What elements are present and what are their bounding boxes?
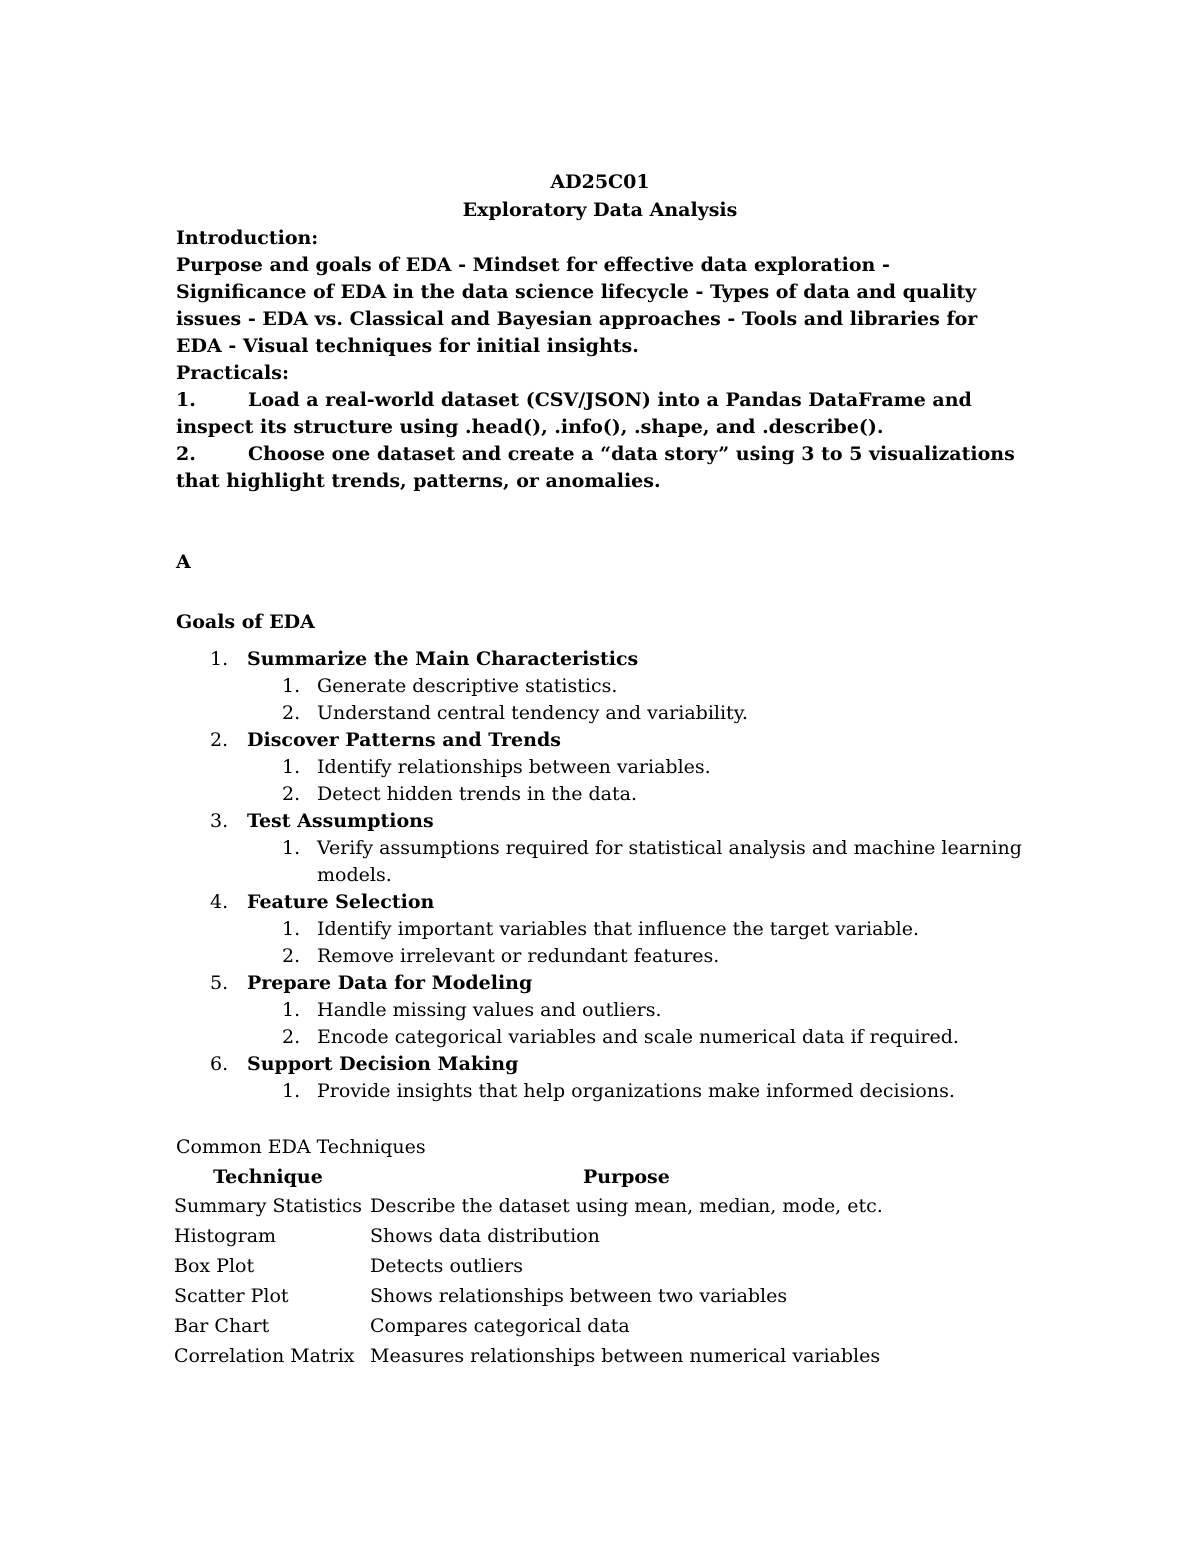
subitem-text: Detect hidden trends in the data.	[317, 783, 637, 805]
goal-number: 4.	[210, 891, 229, 913]
section-marker: A	[176, 551, 191, 573]
goal-subitem	[176, 997, 1036, 1024]
table-row	[170, 1341, 887, 1371]
course-title: Exploratory Data Analysis	[462, 199, 738, 221]
goal-item	[176, 646, 1036, 673]
subitem-number: 2.	[282, 1026, 301, 1048]
subitem-text: Verify assumptions required for statistical analysis and machine learning models.	[317, 837, 1022, 886]
goals-list	[176, 646, 1036, 1105]
techniques-table	[170, 1163, 887, 1371]
practicals-heading: Practicals:	[176, 362, 289, 384]
subitem-number: 1.	[282, 756, 301, 778]
technique-cell: Histogram	[174, 1225, 277, 1247]
practical-text: Choose one dataset and create a “data story” using 3 to 5 visualizations that highlight trends, patterns, or anomalies.	[176, 443, 1015, 492]
technique-cell: Summary Statistics	[174, 1195, 363, 1217]
introduction-topics: Purpose and goals of EDA - Mindset for effective data exploration - Significance of EDA in the data science lifecycle - Types of data and quality issues - EDA vs. Classical and Bayesian approaches - Tools and libraries for EDA - Visual techniques for initial insights.	[176, 254, 978, 357]
goal-subitem	[176, 673, 1036, 700]
subitem-number: 1.	[282, 999, 301, 1021]
subitem-text: Generate descriptive statistics.	[317, 675, 618, 697]
purpose-cell: Shows data distribution	[370, 1225, 600, 1247]
goal-subitem	[176, 943, 1036, 970]
course-code: AD25C01	[550, 171, 650, 193]
technique-cell: Scatter Plot	[174, 1285, 289, 1307]
goal-item	[176, 727, 1036, 754]
technique-cell: Box Plot	[174, 1255, 255, 1277]
techniques-title: Common EDA Techniques	[176, 1136, 426, 1158]
goal-subitem	[176, 916, 1036, 943]
goal-title: Test Assumptions	[247, 810, 434, 832]
goal-title: Prepare Data for Modeling	[247, 972, 533, 994]
purpose-cell: Shows relationships between two variables	[370, 1285, 788, 1307]
subitem-number: 1.	[282, 837, 301, 859]
column-header-purpose: Purpose	[582, 1166, 670, 1188]
subitem-number: 1.	[282, 1080, 301, 1102]
table-row	[170, 1221, 887, 1251]
goal-title: Discover Patterns and Trends	[247, 729, 561, 751]
subitem-text: Understand central tendency and variability.	[317, 702, 748, 724]
technique-cell: Correlation Matrix	[174, 1345, 355, 1367]
subitem-number: 1.	[282, 675, 301, 697]
practical-number: 1.	[176, 389, 196, 411]
goal-number: 2.	[210, 729, 229, 751]
subitem-text: Handle missing values and outliers.	[317, 999, 662, 1021]
goal-subitem	[176, 1024, 1036, 1051]
goal-subitem	[176, 835, 1036, 889]
goal-item	[176, 889, 1036, 916]
technique-cell: Bar Chart	[174, 1315, 270, 1337]
goal-number: 6.	[210, 1053, 229, 1075]
purpose-cell: Describe the dataset using mean, median, mode, etc.	[370, 1195, 883, 1217]
subitem-number: 2.	[282, 702, 301, 724]
subitem-text: Remove irrelevant or redundant features.	[317, 945, 720, 967]
goal-title: Support Decision Making	[247, 1053, 519, 1075]
goals-heading: Goals of EDA	[176, 611, 315, 633]
goal-item	[176, 970, 1036, 997]
subitem-text: Identify important variables that influence the target variable.	[317, 918, 919, 940]
goal-number: 3.	[210, 810, 229, 832]
table-row	[170, 1251, 887, 1281]
goal-subitem	[176, 781, 1036, 808]
goal-subitem	[176, 754, 1036, 781]
introduction-block	[176, 225, 1026, 495]
subitem-text: Identify relationships between variables.	[317, 756, 711, 778]
goal-number: 1.	[210, 648, 229, 670]
goal-subitem	[176, 1078, 1036, 1105]
practical-item	[176, 441, 1026, 495]
purpose-cell: Detects outliers	[370, 1255, 523, 1277]
subitem-number: 2.	[282, 783, 301, 805]
goal-number: 5.	[210, 972, 229, 994]
table-row	[170, 1281, 887, 1311]
table-header-row	[170, 1163, 887, 1191]
goal-item	[176, 1051, 1036, 1078]
column-header-technique: Technique	[213, 1166, 323, 1188]
introduction-heading: Introduction:	[176, 227, 319, 249]
purpose-cell: Measures relationships between numerical variables	[370, 1345, 881, 1367]
subitem-number: 1.	[282, 918, 301, 940]
goal-subitem	[176, 700, 1036, 727]
goal-title: Feature Selection	[247, 891, 435, 913]
subitem-number: 2.	[282, 945, 301, 967]
table-row	[170, 1311, 887, 1341]
purpose-cell: Compares categorical data	[370, 1315, 630, 1337]
subitem-text: Provide insights that help organizations make informed decisions.	[317, 1080, 955, 1102]
table-row	[170, 1191, 887, 1221]
practical-text: Load a real-world dataset (CSV/JSON) into a Pandas DataFrame and inspect its structure using .head(), .info(), .shape, and .describe().	[176, 389, 972, 438]
subitem-text: Encode categorical variables and scale numerical data if required.	[317, 1026, 959, 1048]
practical-number: 2.	[176, 443, 196, 465]
goal-title: Summarize the Main Characteristics	[247, 648, 639, 670]
goal-item	[176, 808, 1036, 835]
practical-item	[176, 387, 1026, 441]
